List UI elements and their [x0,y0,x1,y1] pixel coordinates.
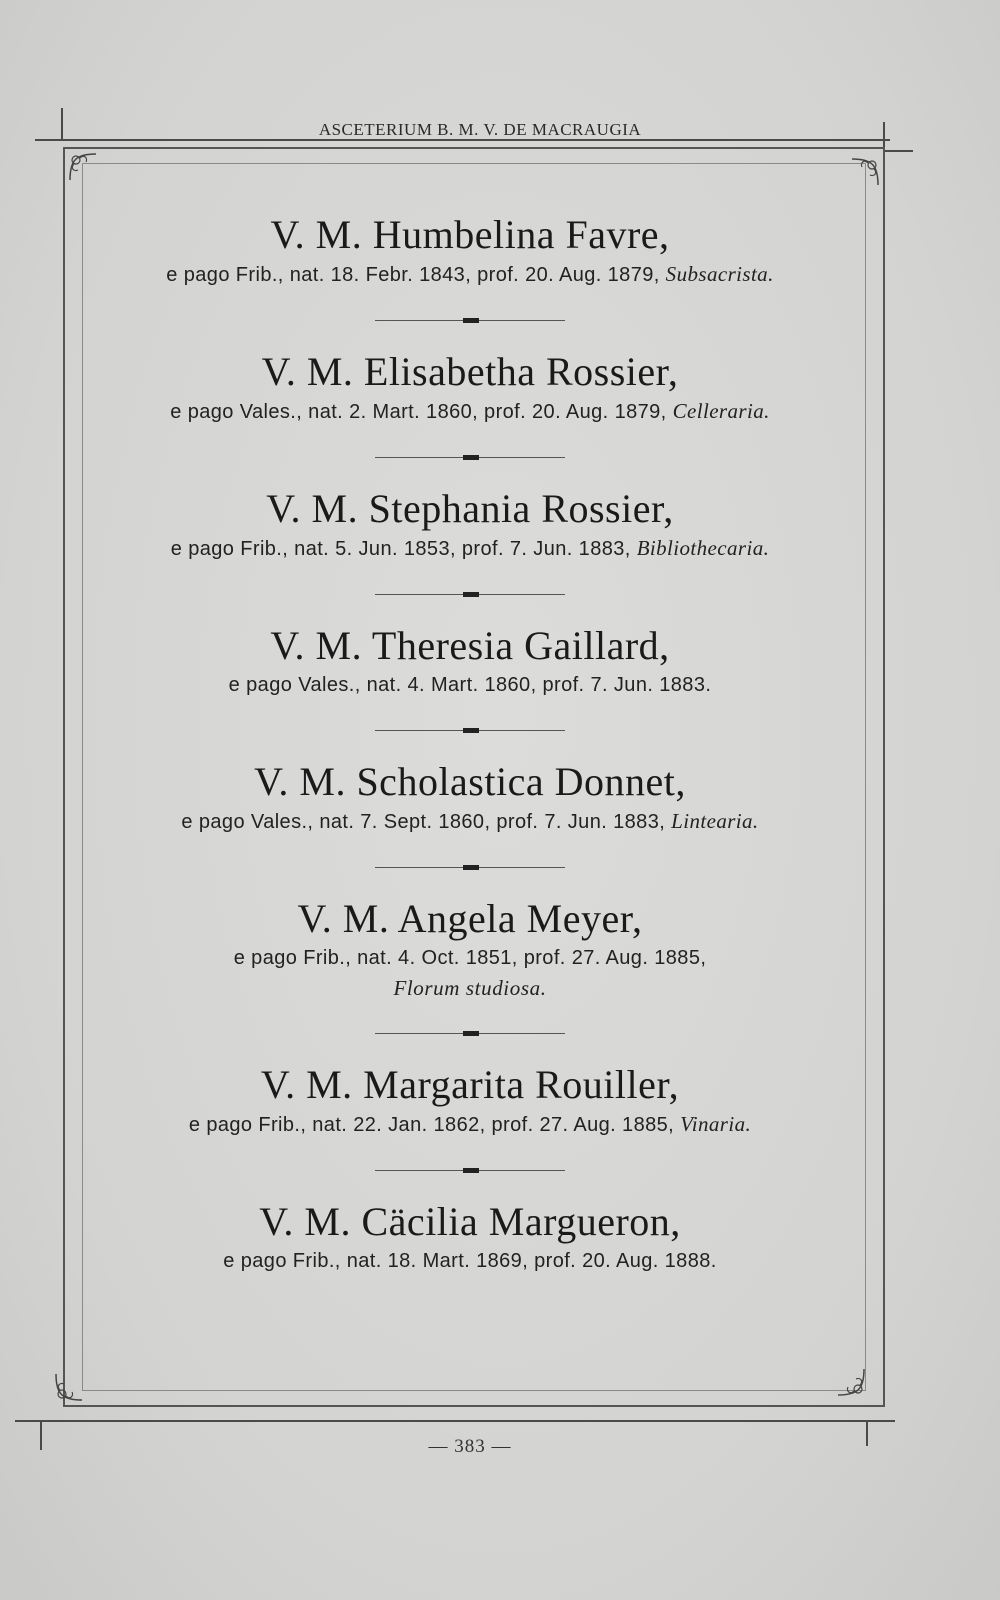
header-left-tick [61,108,63,141]
entry-detail [100,1246,840,1276]
corner-ornament-bottom-right-icon [834,1365,868,1399]
register-entry [100,350,840,427]
register-list [100,213,840,1276]
entry-dates: e pago Frib., nat. 18. Febr. 1843, prof. 20. Aug. 1879, [166,264,660,286]
entry-detail [100,259,840,290]
entry-detail [100,1109,840,1140]
entry-separator [375,1028,565,1038]
running-head: ASCETERIUM B. M. V. DE MACRAUGIA [318,120,642,139]
register-entry [100,1200,840,1276]
entry-separator [375,862,565,872]
entry-dates: e pago Frib., nat. 22. Jan. 1862, prof. 27. Aug. 1885, [188,1114,675,1136]
page-number: — 383 — [428,1436,512,1457]
entry-office: Bibliothecaria. [636,536,770,560]
entry-dates: e pago Frib., nat. 18. Mart. 1869, prof. 20. Aug. 1888. [223,1250,717,1272]
register-entry [100,1063,840,1140]
register-entry [100,487,840,564]
corner-ornament-bottom-left-icon [52,1370,86,1404]
entry-detail [100,806,840,837]
entry-separator [375,452,565,462]
register-entry [100,213,840,290]
entry-detail [100,670,840,700]
entry-dates: e pago Vales., nat. 7. Sept. 1860, prof. 7. Jun. 1883, [181,811,666,833]
entry-office: Florum studiosa. [393,976,547,1000]
entry-detail [100,396,840,427]
entry-name: V. M. Stephania Rossier, [266,486,674,531]
register-entry [100,760,840,837]
entry-separator [375,725,565,735]
entry-separator [375,589,565,599]
entry-name: V. M. Scholastica Donnet, [254,759,686,804]
corner-ornament-top-left-icon [66,150,100,184]
entry-dates: e pago Vales., nat. 4. Mart. 1860, prof. 7. Jun. 1883. [228,674,712,696]
header-rule [35,139,890,141]
entry-dates: e pago Frib., nat. 5. Jun. 1853, prof. 7. Jun. 1883, [170,538,631,560]
entry-name: V. M. Elisabetha Rossier, [261,349,679,394]
entry-name: V. M. Theresia Gaillard, [270,623,670,668]
entry-name: V. M. Humbelina Favre, [270,212,670,257]
entry-office: Subsacrista. [665,262,774,286]
entry-dates: e pago Vales., nat. 2. Mart. 1860, prof. 20. Aug. 1879, [170,401,667,423]
entry-name: V. M. Margarita Rouiller, [260,1062,680,1107]
header-right-extension [883,150,913,152]
entry-separator [375,1165,565,1175]
corner-ornament-top-right-icon [848,155,882,189]
entry-separator [375,315,565,325]
register-entry [100,897,840,1003]
register-entry [100,624,840,700]
entry-detail: e pago Frib., nat. 4. Oct. 1851, prof. 27. Aug. 1885, [233,947,707,969]
entry-name: V. M. Angela Meyer, [297,896,643,941]
entry-office: Vinaria. [680,1112,752,1136]
entry-detail [100,533,840,564]
entry-name: V. M. Cäcilia Margueron, [259,1199,681,1244]
entry-office: Lintearia. [671,809,759,833]
footer-rule [15,1420,895,1422]
entry-office: Celleraria. [672,399,770,423]
